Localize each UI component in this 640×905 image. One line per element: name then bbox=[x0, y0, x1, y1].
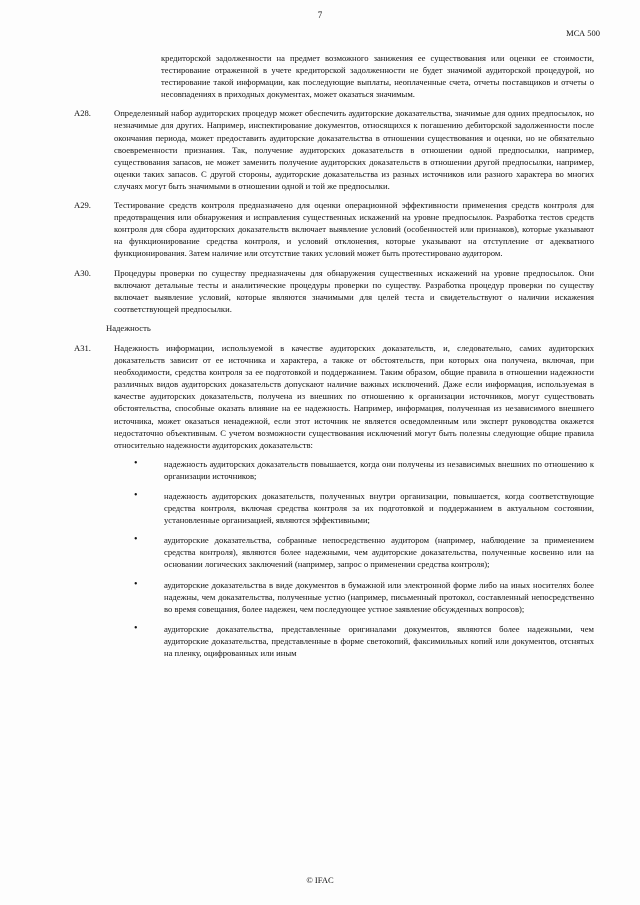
section-heading: Надежность bbox=[106, 322, 151, 333]
page-number: 7 bbox=[317, 10, 323, 20]
paragraph-a29 bbox=[74, 199, 594, 259]
list-item bbox=[134, 622, 594, 659]
paragraph-number: A29. bbox=[74, 200, 91, 211]
paragraph-text: Тестирование средств контроля предназначено для оценки операционной эффективности применения средств контроля для предотвращения или обнаружения и исправления существенных искажений на уровне предпосылок. Разработка тестов средств контроля для сбора аудиторских доказательств включает выявление условий (особенностей или признаков), которые указывают на функционирование средства контроля, и условий отклонения, которые указывают на отступление от адекватного функционирования. Затем наличие или отсутствие таких условий может быть протестировано аудитором. bbox=[114, 200, 594, 259]
list-item-text: надежность аудиторских доказательств, полученных внутри организации, повышается, когда соответствующие средства контроля, включая средства контроля за их подготовкой и поддержанием в актуальном состоянии, установленные организацией, являются эффективными; bbox=[164, 491, 594, 526]
paragraph-number: A28. bbox=[74, 108, 91, 119]
copyright-footer: © IFAC bbox=[306, 875, 334, 885]
bullet-icon: • bbox=[134, 534, 138, 546]
bullet-list bbox=[134, 457, 594, 659]
paragraph-text: Надежность информации, используемой в качестве аудиторских доказательств, и, следовательно, самих аудиторских доказательств зависит от ее источника и характера, а также от обстоятельств, при которых она получена, включая, при необходимости, средства контроля за ее подготовкой и поддержанием. Таким образом, общие правила в отношении надежности различных видов аудиторских доказательств допускают наличие важных исключений. Даже если информация, используемая в качестве аудиторских доказательств, получена из внешних по отношению к организации источников, могут существовать обстоятельства, способные оказать влияние на ее надежность. Например, информация, полученная из независимого внешнего источника, может оказаться ненадежной, если этот источник не является осведомленным или эксперт руководства окажется недостаточно объективным. С учетом возможности существования исключений могут быть полезны следующие общие правила относительно надежности аудиторских доказательств: bbox=[114, 342, 594, 450]
list-item bbox=[134, 534, 594, 570]
paragraph-text: Процедуры проверки по существу предназначены для обнаружения существенных искажений на уровне предпосылок. Они включают детальные тесты и аналитические процедуры проверки по существу. Разработка процедур проверки по существу включает выявление условий, которые являются значимыми для целей теста и свидетельствуют о наличии искажения соответствующей предпосылки. bbox=[114, 267, 594, 314]
bullet-icon: • bbox=[134, 622, 138, 634]
paragraph-text: Определенный набор аудиторских процедур может обеспечить аудиторские доказательства, значимые для одних предпосылок, но незначимые для других. Например, инспектирование документов, относящихся к погашению дебиторской задолженности после окончания периода, может предоставить аудиторские доказательства в отношении существования и оценки, но не обязательно своевременности признания. Так, получение аудиторских доказательств в отношении одной предпосылки, например, существования запасов, не может заменить получение аудиторских доказательств в отношении другой предпосылки, например, оценки таких запасов. С другой стороны, аудиторские доказательства из разных источников или разного характера во многих случаях могут быть значимыми в отношении одной и той же предпосылки. bbox=[114, 108, 594, 191]
paragraph-a31 bbox=[74, 342, 594, 451]
list-item bbox=[134, 457, 594, 482]
paragraph-a30 bbox=[74, 267, 594, 315]
paragraph-a28 bbox=[74, 107, 594, 192]
standard-label: МСА 500 bbox=[566, 28, 600, 38]
bullet-icon: • bbox=[134, 490, 138, 501]
list-item bbox=[134, 490, 594, 526]
list-item-text: надежность аудиторских доказательств повышается, когда они получены из независимых внешних по отношению к организации источников; bbox=[164, 458, 594, 481]
list-item-text: аудиторские доказательства, собранные непосредственно аудитором (например, наблюдение за применением средства контроля), являются более надежными, чем аудиторские доказательства, полученные косвенно или на основании логических заключений (например, запрос о применении средства контроля); bbox=[164, 535, 594, 570]
intro-paragraph: кредиторской задолженности на предмет возможного занижения ее существования или оценки ее стоимости, тестирование отраженной в учете кредиторской задолженности не будет значимой аудиторской процедурой, но тестирование такой информации, как последующие выплаты, неоплаченные счета, отчеты поставщиков и отчеты о несовпадениях в приходных документах, может оказаться значимым. bbox=[161, 53, 594, 100]
list-item-text: аудиторские доказательства в виде документов в бумажной или электронной форме либо на иных носителях более надежны, чем доказательства, полученные устно (например, письменный протокол, составленный непосредственно во время совещания, более надежен, чем последующее устное заявление обсужденных вопросов); bbox=[164, 579, 594, 614]
list-item-text: аудиторские доказательства, представленные оригиналами документов, являются более надежными, чем аудиторские доказательства, представленные в форме светокопий, факсимильных копий или документов, отснятых на пленку, оцифрованных или иным bbox=[164, 623, 594, 659]
bullet-icon: • bbox=[134, 457, 138, 469]
document-body bbox=[74, 52, 594, 667]
bullet-icon: • bbox=[134, 578, 138, 590]
list-item bbox=[134, 578, 594, 615]
paragraph-number: A31. bbox=[74, 342, 91, 353]
paragraph-number: A30. bbox=[74, 267, 91, 278]
